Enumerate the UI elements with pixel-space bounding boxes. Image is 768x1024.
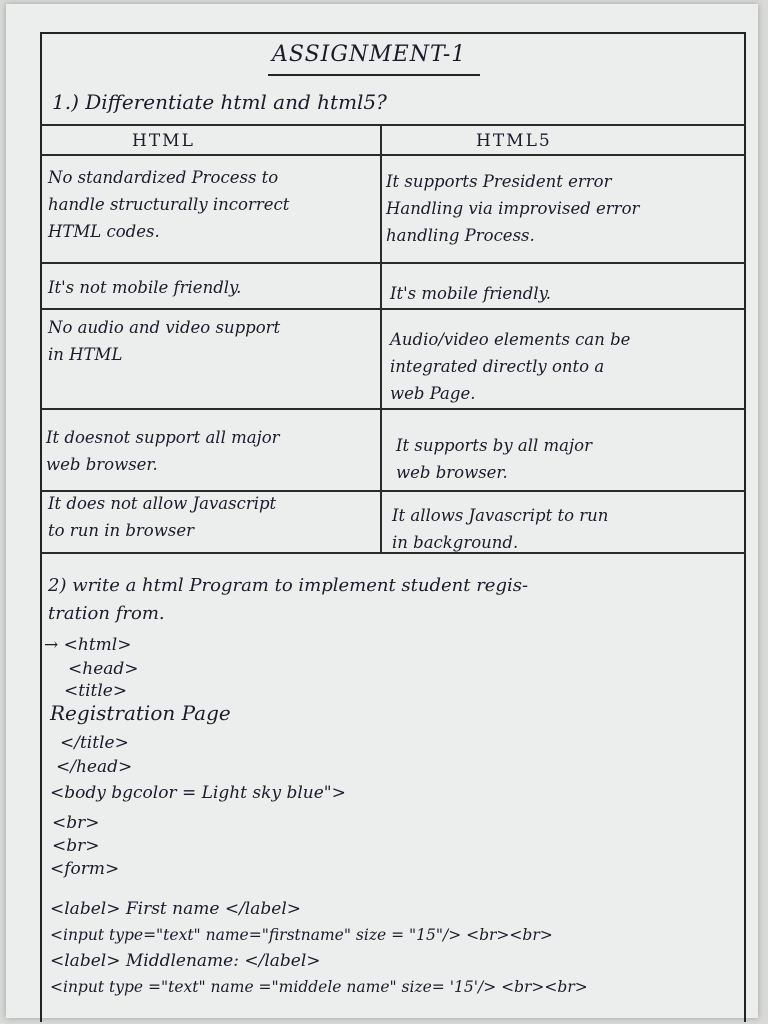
code-line: <form> (50, 859, 120, 879)
question-line: 2) write a html Program to implement student regis- (48, 575, 529, 596)
question-line: tration from. (48, 603, 165, 624)
code-line: Registration Page (50, 701, 231, 725)
cell-line: HTML codes. (48, 222, 160, 241)
cell-line: It supports President error (386, 172, 612, 191)
cell-line: web browser. (46, 455, 158, 474)
table-cell-html5 (386, 168, 742, 249)
code-line: <input type ="text" name ="middele name" size= '15'/> <br><br> (50, 978, 588, 996)
column-header-html: HTML (132, 131, 195, 151)
cell-line: It supports by all major (396, 436, 592, 455)
table-cell-html5 (390, 280, 742, 307)
code-line: </head> (56, 757, 133, 777)
question-2 (48, 572, 748, 628)
cell-line: Audio/video elements can be (390, 330, 631, 349)
code-line: <label> First name </label> (50, 899, 301, 919)
code-line: <title> (64, 681, 128, 701)
code-line: <head> (68, 659, 139, 679)
notebook-page (6, 4, 758, 1018)
cell-line: handle structurally incorrect (48, 195, 290, 214)
code-line: → <html> (44, 635, 132, 655)
table-rule (40, 124, 746, 126)
cell-line: Handling via improvised error (386, 199, 640, 218)
table-rule (40, 408, 746, 410)
cell-line: No standardized Process to (48, 168, 279, 187)
cell-line: web Page. (390, 384, 476, 403)
cell-line: It's mobile friendly. (390, 284, 551, 303)
code-line: <body bgcolor = Light sky blue"> (50, 783, 346, 803)
cell-line: It does not allow Javascript (48, 494, 277, 513)
code-line: <br> (52, 813, 100, 833)
title-underline (268, 74, 480, 76)
table-cell-html (46, 424, 380, 478)
code-line: </title> (60, 733, 129, 753)
table-cell-html (48, 274, 378, 301)
assignment-title: ASSIGNMENT-1 (272, 42, 467, 67)
table-cell-html (48, 490, 378, 544)
cell-line: It allows Javascript to run (392, 506, 609, 525)
table-rule (40, 262, 746, 264)
code-line: <br> (52, 836, 100, 856)
cell-line: No audio and video support (48, 318, 281, 337)
table-cell-html5 (396, 432, 742, 486)
table-cell-html5 (392, 502, 742, 556)
cell-line: in background. (392, 533, 519, 552)
cell-line: It doesnot support all major (46, 428, 280, 447)
cell-line: to run in browser (48, 521, 194, 540)
table-cell-html5 (390, 326, 742, 407)
cell-line: integrated directly onto a (390, 357, 605, 376)
table-column-divider (380, 124, 382, 552)
table-rule (40, 308, 746, 310)
question-1: 1.) Differentiate html and html5? (52, 90, 387, 114)
table-cell-html (48, 164, 378, 245)
table-cell-html (48, 314, 378, 368)
cell-line: It's not mobile friendly. (48, 278, 242, 297)
column-header-html5: HTML5 (476, 131, 552, 151)
cell-line: web browser. (396, 463, 508, 482)
cell-line: handling Process. (386, 226, 535, 245)
code-line: <input type="text" name="firstname" size = "15"/> <br><br> (50, 926, 553, 944)
cell-line: in HTML (48, 345, 123, 364)
code-line: <label> Middlename: </label> (50, 951, 321, 971)
